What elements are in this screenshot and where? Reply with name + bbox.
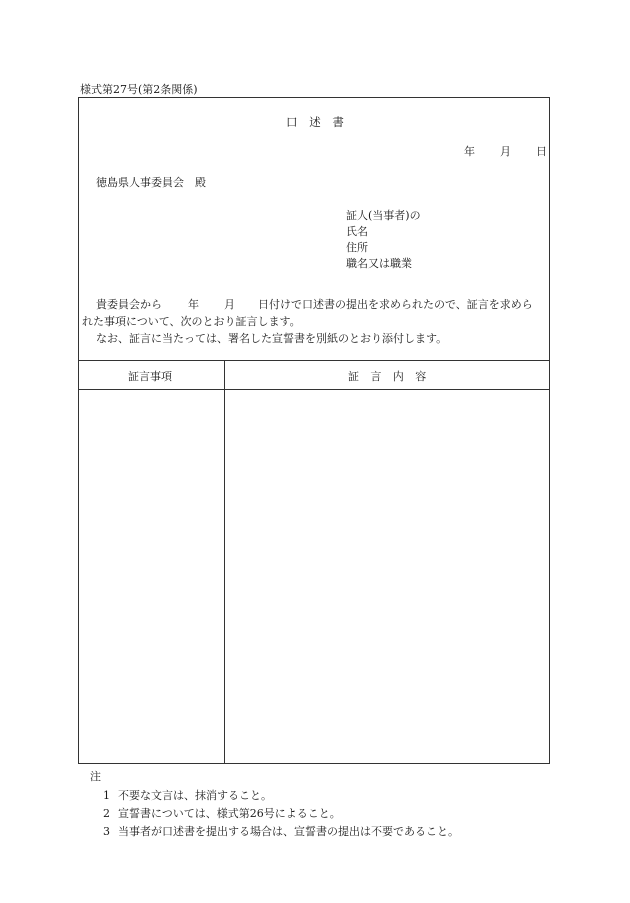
note-text: 不要な文言は、抹消すること。	[118, 789, 272, 802]
body-line1-rest: 日付けで口述書の提出を求められたので、証言を求めら	[258, 298, 533, 311]
form-number: 様式第27号(第2条関係)	[80, 83, 198, 96]
note-number: 2	[103, 807, 110, 820]
note-text: 当事者が口述書を提出する場合は、宣誓書の提出は不要であること。	[118, 825, 459, 838]
body-line2: れた事項について、次のとおり証言します。	[82, 315, 301, 328]
column-header-matter: 証言事項	[128, 370, 172, 383]
note-text: 宣誓書については、様式第26号によること。	[118, 807, 341, 820]
date-year-label: 年	[464, 145, 475, 158]
body-year-label: 年	[188, 298, 199, 311]
witness-address-label: 住所	[346, 241, 368, 254]
column-header-content: 証 言 内 容	[348, 370, 427, 383]
date-month-label: 月	[500, 145, 511, 158]
body-line1-prefix: 貴委員会から	[96, 298, 162, 311]
testimony-matter-cell[interactable]	[79, 390, 223, 763]
addressee: 徳島県人事委員会 殿	[96, 176, 206, 189]
document-title: 口 述 書	[286, 115, 344, 129]
note-number: 1	[103, 789, 110, 802]
testimony-content-cell[interactable]	[225, 390, 549, 763]
witness-heading: 証人(当事者)の	[346, 209, 421, 222]
body-line3: なお、証言に当たっては、署名した宣誓書を別紙のとおり添付します。	[96, 332, 448, 345]
witness-position-label: 職名又は職業	[346, 257, 412, 270]
table-top-border	[78, 360, 550, 361]
witness-name-label: 氏名	[346, 225, 368, 238]
body-month-label: 月	[224, 298, 235, 311]
note-number: 3	[103, 825, 110, 838]
date-day-label: 日	[536, 145, 547, 158]
notes-heading: 注	[90, 770, 101, 783]
